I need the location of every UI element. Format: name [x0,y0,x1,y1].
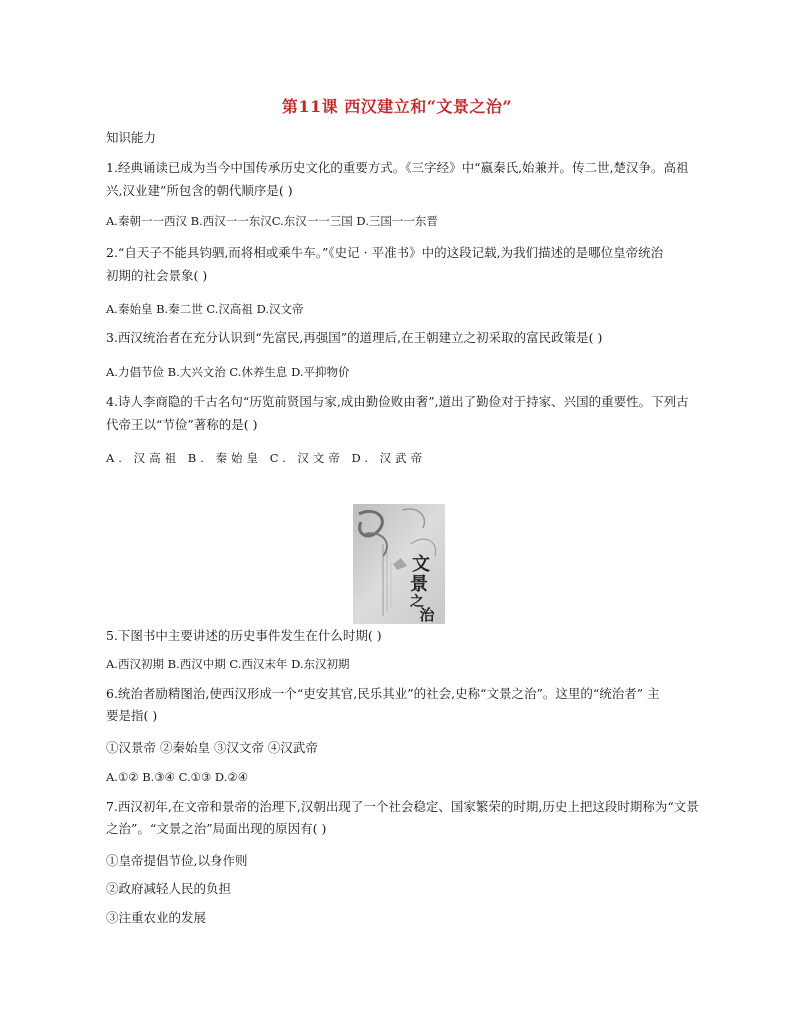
question-4-options: A. 汉高祖 B. 秦始皇 C. 汉文帝 D. 汉武帝 [106,451,427,465]
question-7-item-3: ③注重农业的发展 [106,910,207,925]
cover-title-char-1: 文 [412,554,430,575]
book-cover-image [353,504,445,624]
question-7-item-2: ②政府减轻人民的负担 [106,881,232,896]
question-1-stem-line-1: 1.经典诵读已成为当今中国传承历史文化的重要方式。《三字经》中“嬴秦氏,始兼并。传二世,楚汉争。高祖 [106,160,689,175]
question-4-stem-line-2: 代帝王以“节俭”著称的是( ) [106,417,258,432]
cover-title-char-2: 景 [410,574,428,595]
question-5-stem-line-1: 5.下图书中主要讲述的历史事件发生在什么时期( ) [106,628,382,643]
question-1-stem-line-2: 兴,汉业建”所包含的朝代顺序是( ) [106,183,293,198]
lesson-title: 第11课 西汉建立和“文景之治” [281,97,513,116]
question-2-options: A.秦始皇 B.秦二世 C.汉高祖 D.汉文帝 [106,302,304,316]
cover-title-char-3: 之 [410,594,424,610]
question-6-stem-line-1: 6.统治者励精图治,使西汉形成一个“吏安其官,民乐其业”的社会,史称“文景之治”。这里的“统治者” 主 [106,686,660,701]
question-2-stem-line-1: 2.“自天子不能具钧驷,而将相或乘牛车。”《史记 · 平准书》中的这段记载,为我们描述的是哪位皇帝统治 [106,245,664,260]
section-label: 知识能力 [106,130,157,145]
question-6-items: ①汉景帝 ②秦始皇 ③汉文帝 ④汉武帝 [106,740,318,755]
question-7-stem-line-1: 7.西汉初年,在文帝和景帝的治理下,汉朝出现了一个社会稳定、国家繁荣的时期,历史上把这段时期称为“文景 [106,799,699,814]
question-2-stem-line-2: 初期的社会景象( ) [106,268,208,283]
cover-title-char-4: 治 [419,606,435,624]
question-3-options: A.力倡节俭 B.大兴文治 C.休养生息 D.平抑物价 [106,365,350,379]
question-4-stem-line-1: 4.诗人李商隐的千古名句“历览前贤国与家,成由勤俭败由奢”,道出了勤俭对于持家、兴国的重要性。下列古 [106,394,689,409]
question-1-options: A.秦朝一一西汉 B.西汉一一东汉C.东汉一一三国 D.三国一一东晋 [106,214,438,228]
question-5-options: A.西汉初期 B.西汉中期 C.西汉末年 D.东汉初期 [106,657,350,671]
question-3-stem-line-1: 3.西汉统治者在充分认识到“先富民,再强国”的道理后,在王朝建立之初采取的富民政策是( ) [106,330,603,345]
question-7-stem-line-2: 之治”。“文景之治”局面出现的原因有( ) [106,821,327,836]
question-6-stem-line-2: 要是指( ) [106,708,158,723]
question-7-item-1: ①皇帝提倡节俭,以身作则 [106,853,248,868]
question-6-options: A.①② B.③④ C.①③ D.②④ [106,770,249,784]
